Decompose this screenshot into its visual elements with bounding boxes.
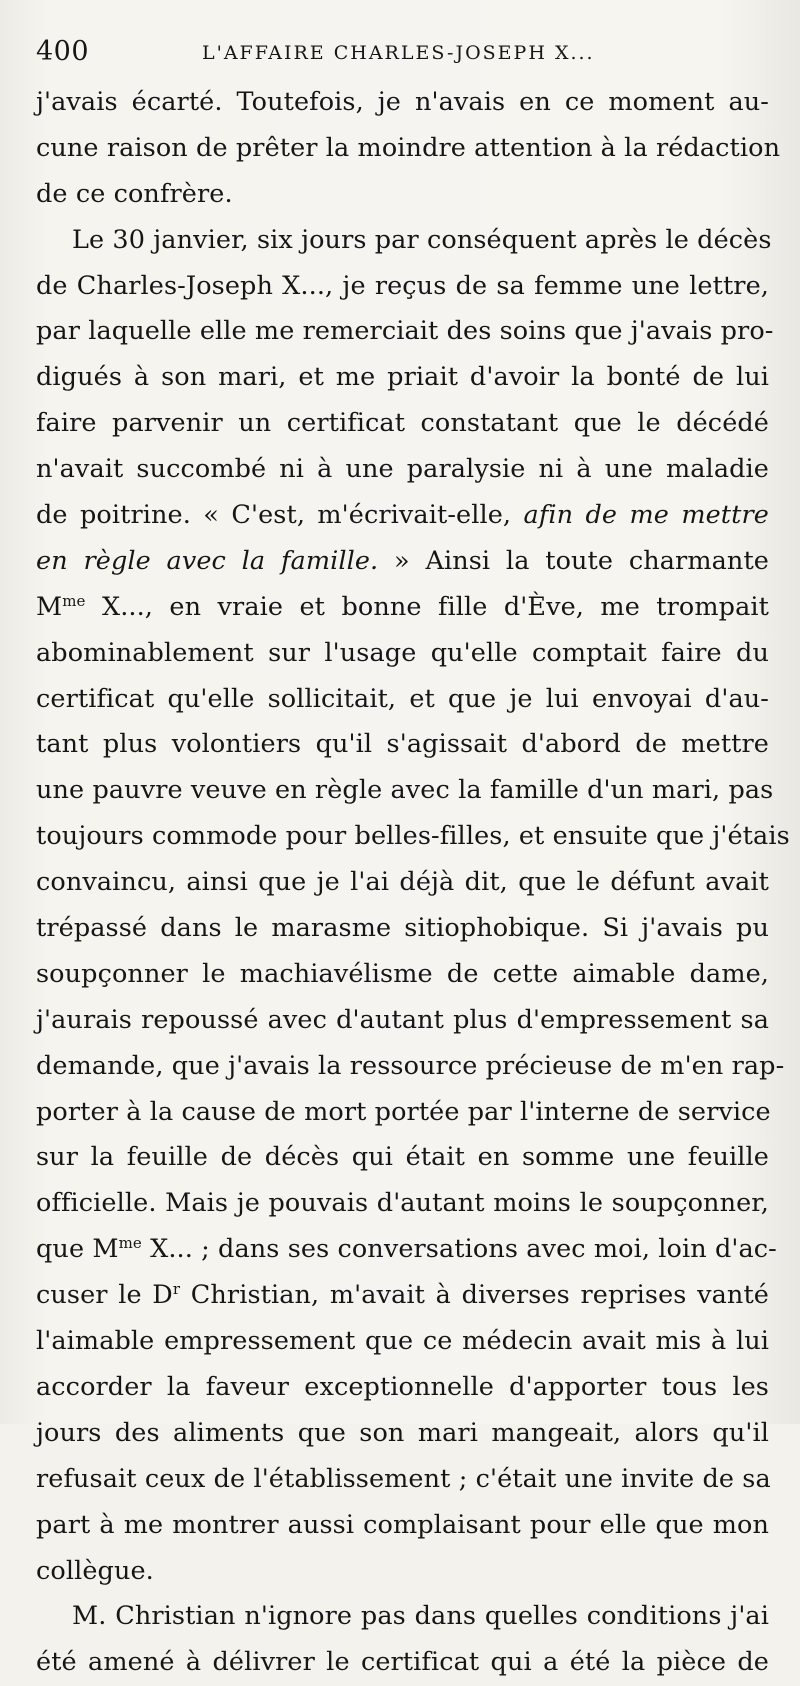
text-line: certificat qu'elle sollicitait, et que je lui envoyai d'au- <box>36 683 769 714</box>
text-line: officielle. Mais je pouvais d'autant moins le soupçonner, <box>36 1188 769 1219</box>
body-text <box>36 80 790 1686</box>
text-line: accorder la faveur exceptionnelle d'apporter tous les <box>36 1371 769 1402</box>
text-line: faire parvenir un certificat constatant que le décédé <box>36 408 769 439</box>
text-line: toujours commode pour belles-filles, et ensuite que j'étais <box>36 821 790 852</box>
text-line: en règle avec la famille. » Ainsi la toute charmante <box>36 545 769 576</box>
text-line: tant plus volontiers qu'il s'agissait d'abord de mettre <box>36 729 769 760</box>
text-line: cune raison de prêter la moindre attention à la rédaction <box>36 132 781 163</box>
running-head <box>36 36 776 76</box>
text-line: demande, que j'avais la ressource précieuse de m'en rap- <box>36 1050 785 1081</box>
text-line: de Charles-Joseph X..., je reçus de sa femme une lettre, <box>36 270 769 301</box>
text-line: j'aurais repoussé avec d'autant plus d'empressement sa <box>36 1004 769 1035</box>
text-line: j'avais écarté. Toutefois, je n'avais en ce moment au- <box>36 87 769 117</box>
text-line: digués à son mari, et me priait d'avoir la bonté de lui <box>36 362 769 393</box>
text-line: sur la feuille de décès qui était en somme une feuille <box>36 1142 769 1173</box>
text-line: trépassé dans le marasme sitiophobique. Si j'avais pu <box>36 913 769 944</box>
text-line: collègue. <box>36 1555 154 1586</box>
italic-quote: en règle avec la famille. <box>36 545 379 576</box>
text-line: cuser le $D^r$ Christian, m'avait à diverses reprises vanté <box>36 1280 769 1311</box>
superscript: me <box>118 1234 142 1253</box>
text-line: refusait ceux de l'établissement ; c'était une invite de sa <box>36 1463 771 1494</box>
superscript: me <box>62 591 86 610</box>
text-line: de ce confrère. <box>36 178 233 209</box>
page-number: 400 <box>36 36 90 67</box>
text-line: jours des aliments que son mari mangeait, alors qu'il <box>36 1417 769 1448</box>
text-line: porter à la cause de mort portée par l'interne de service <box>36 1096 771 1127</box>
text-line: part à me montrer aussi complaisant pour elle que mon <box>36 1509 769 1540</box>
text-line: par laquelle elle me remerciait des soins que j'avais pro- <box>36 316 774 347</box>
text-line: l'aimable empressement que ce médecin avait mis à lui <box>36 1326 769 1357</box>
text-line: une pauvre veuve en règle avec la famille d'un mari, pas <box>36 775 774 806</box>
text-line: Le 30 janvier, six jours par conséquent après le décès <box>72 224 772 255</box>
text-line: M. Christian n'ignore pas dans quelles conditions j'ai <box>72 1601 769 1632</box>
text-line: abominablement sur l'usage qu'elle comptait faire du <box>36 637 769 668</box>
italic-quote: afin de me mettre <box>523 500 769 531</box>
text-line: que $M^{me}$ X... ; dans ses conversations avec moi, loin d'ac- <box>36 1234 777 1265</box>
text-line: soupçonner le machiavélisme de cette aimable dame, <box>36 958 769 989</box>
text-line: été amené à délivrer le certificat qui a été la pièce de <box>36 1647 769 1678</box>
text-line: $M^{me}$ X..., en vraie et bonne fille d'Ève, me trompait <box>36 591 769 622</box>
text-line: de poitrine. « C'est, m'écrivait-elle, afin de me mettre <box>36 500 769 531</box>
running-title: L'AFFAIRE CHARLES-JOSEPH X... <box>202 42 595 64</box>
text-line: convaincu, ainsi que je l'ai déjà dit, que le défunt avait <box>36 867 769 898</box>
superscript: r <box>172 1280 181 1299</box>
text-line: n'avait succombé ni à une paralysie ni à une maladie <box>36 454 769 485</box>
